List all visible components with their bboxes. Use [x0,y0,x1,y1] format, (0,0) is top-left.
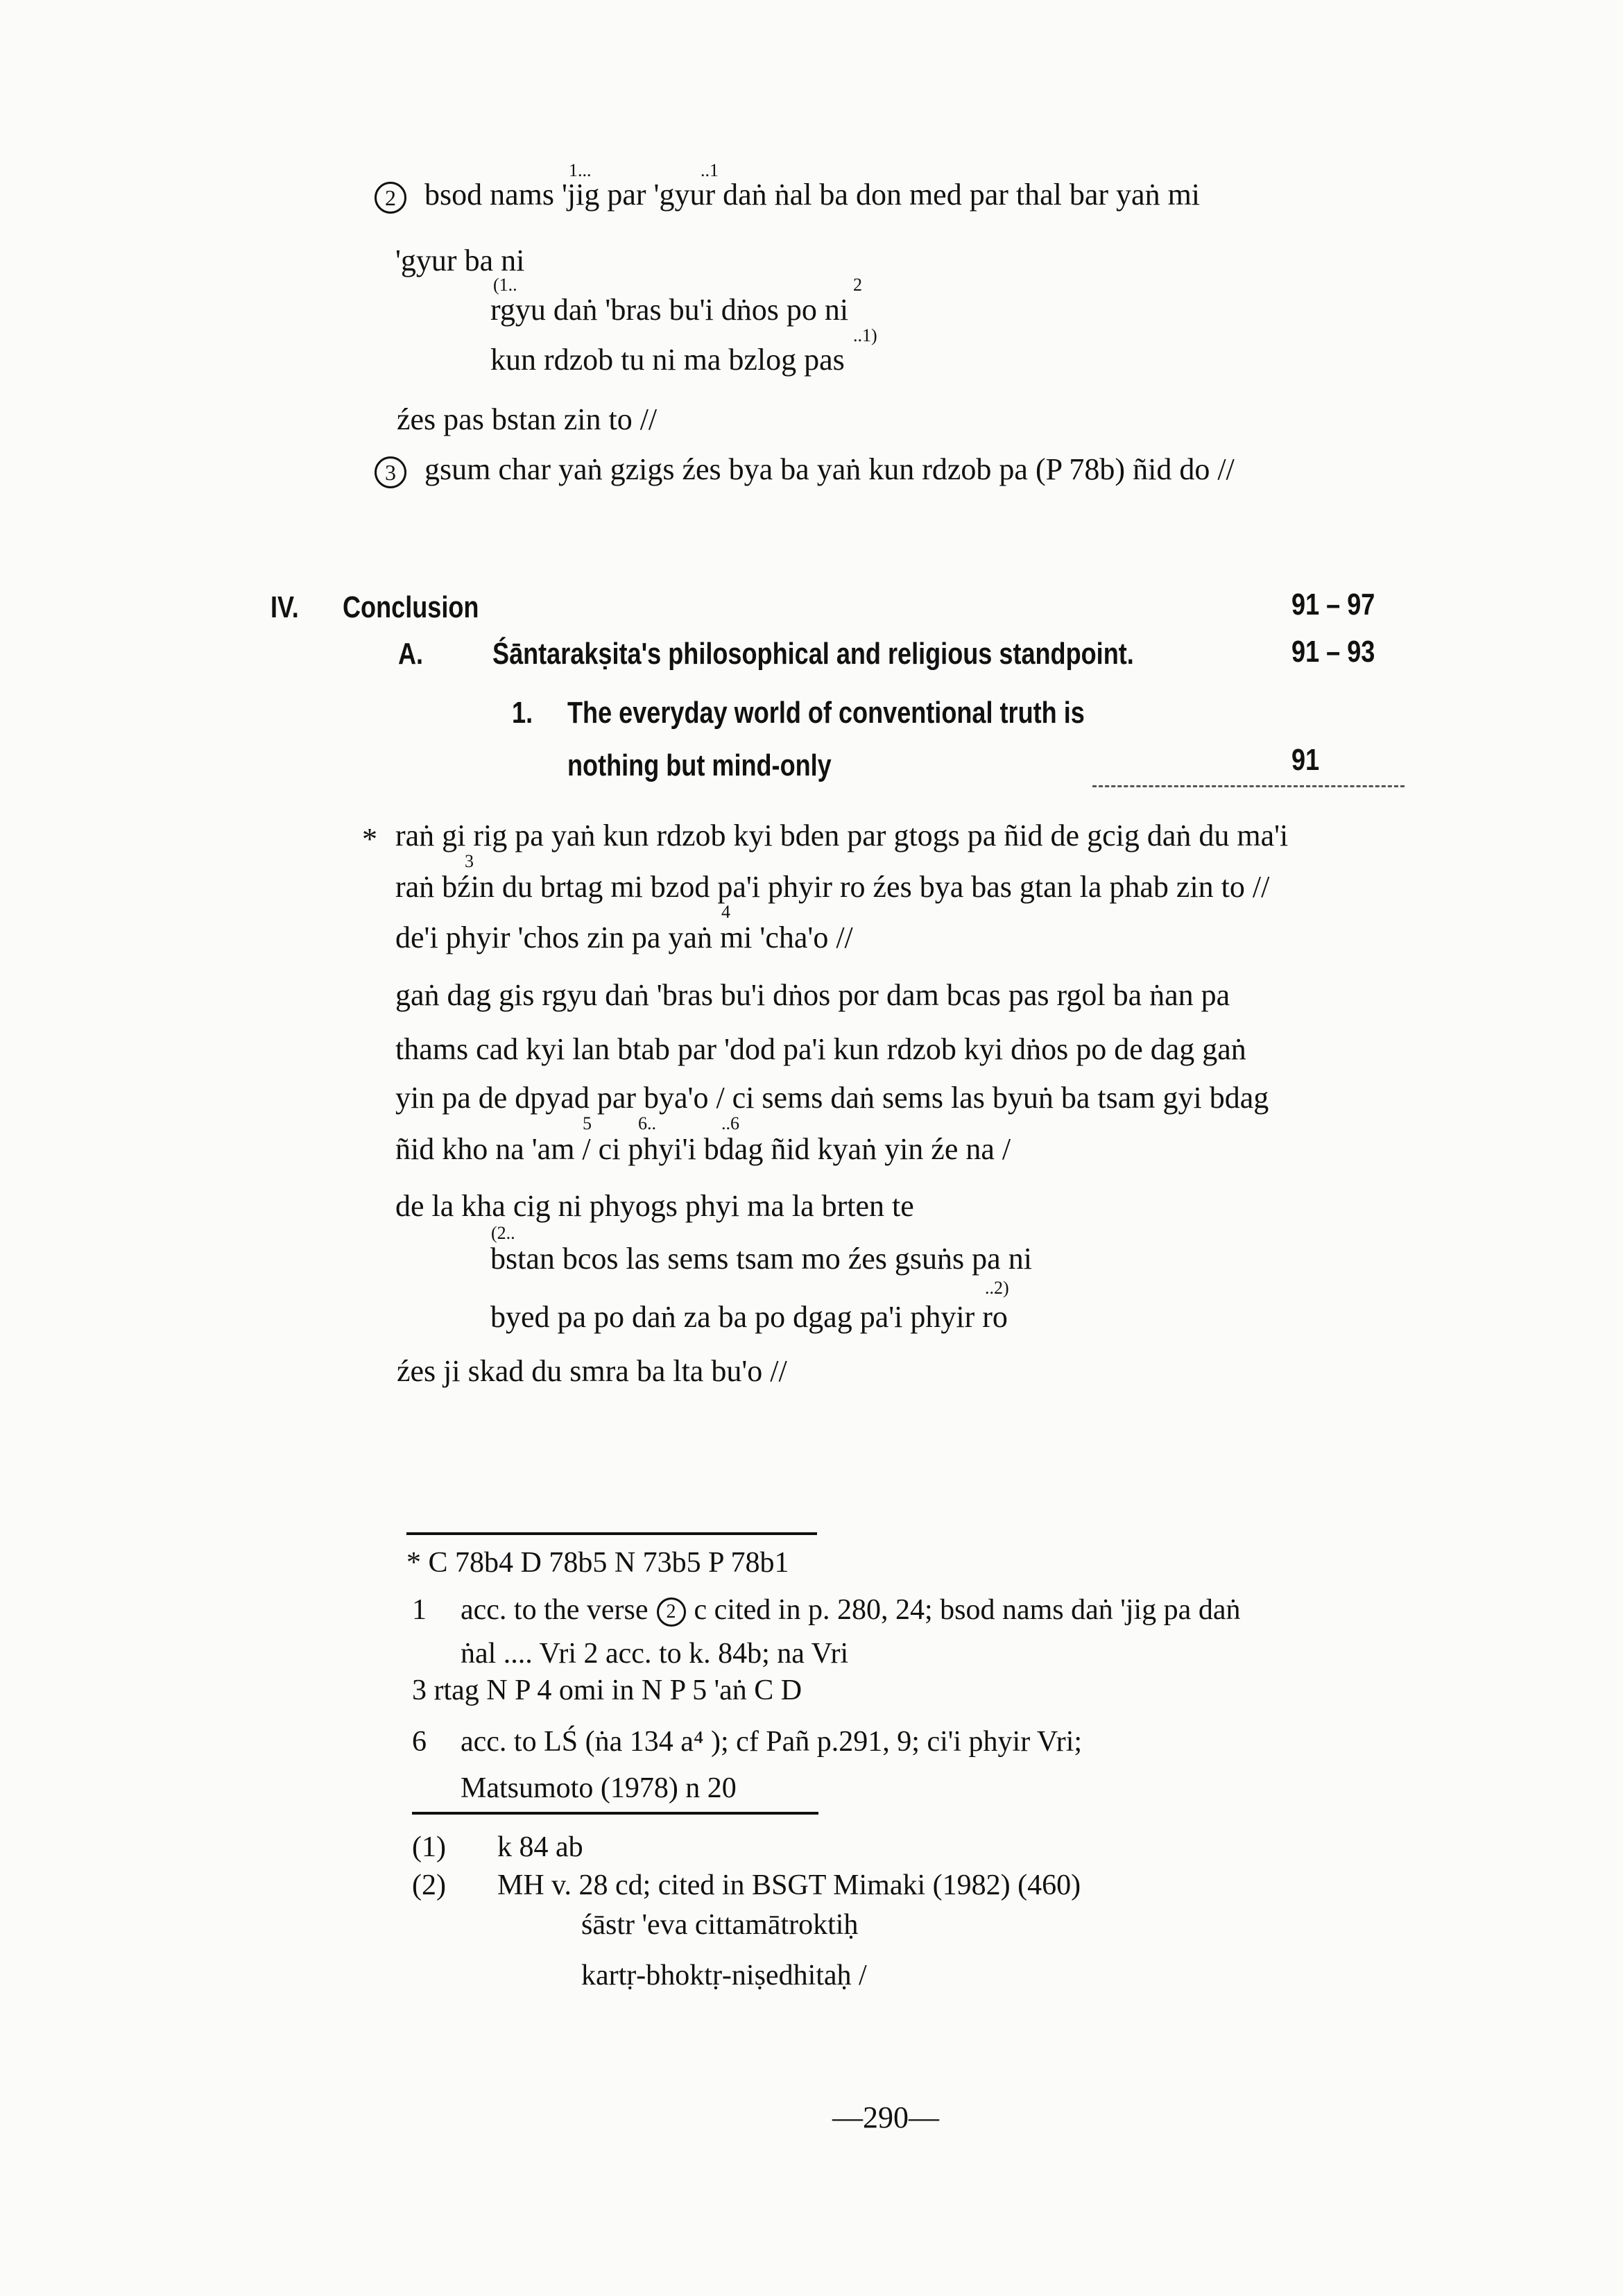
footnote-1 [461,1595,1240,1627]
text-line: yin pa de dpyad par bya'o / ci sems daṅ sems las byuṅ ba tsam gyi bdag [395,1081,1269,1115]
footnote-rule [406,1532,817,1535]
verse-text: gsum char yaṅ gzigs źes bya ba yaṅ kun rdzob pa (P 78b) ñid do // [424,452,1235,486]
endnote-text: k 84 ab [497,1831,583,1863]
footnote-number: 1 [412,1594,427,1626]
footnote-text: 3 rtag N P 4 omi in N P 5 'aṅ C D [412,1674,802,1706]
subsection-letter: A. [398,637,424,671]
footnote-number: 6 [412,1726,427,1758]
verse-quote: rgyu daṅ 'bras bu'i dṅos po ni [490,293,849,327]
footnote-rule [412,1812,818,1815]
footnote-marker: 3 [465,851,474,871]
footnote-text: ṅal .... Vri 2 acc. to k. 84b; na Vri [461,1638,849,1670]
footnote-marker: 1... [569,160,592,180]
sanskrit-quote: kartṛ-bhoktṛ-niṣedhitaḥ / [581,1960,867,1991]
section-pages: 91 – 97 [1291,588,1375,622]
asterisk-marker: * [362,822,377,856]
quote-line: bstan bcos las sems tsam mo źes gsuṅs pa ni [490,1242,1032,1276]
text-line: raṅ gi rig pa yaṅ kun rdzob kyi bden par gtogs pa ñid de gcig daṅ du ma'i [395,819,1289,853]
footnote-marker: 4 [721,902,730,922]
footnote-marker: 5 [583,1113,592,1133]
text-line: de la kha cig ni phyogs phyi ma la brten te [395,1189,914,1223]
endnote-number: (2) [412,1869,446,1901]
footnote-text: acc. to the verse [461,1594,649,1626]
quote-line: byed pa po daṅ za ba po dgag pa'i phyir ro [490,1300,1008,1334]
footnote-text: Matsumoto (1978) n 20 [461,1772,737,1804]
verse-text: bsod nams 'jig par 'gyur daṅ ṅal ba don med par thal bar yaṅ mi [424,178,1201,212]
footnote-marker: (2.. [491,1223,515,1243]
verse-quote: kun rdzob tu ni ma bzlog pas [490,343,845,377]
verse-item-3 [375,452,1235,488]
text-line: raṅ bźin du brtag mi bzod pa'i phyir ro źes bya bas gtan la phab zin to // [395,870,1270,904]
verse-item-2 [375,180,1200,214]
page-number: —290— [832,2100,939,2134]
verse-text: źes pas bstan zin to // [397,402,658,436]
section-numeral: IV. [270,590,299,624]
sigla-line: * C 78b4 D 78b5 N 73b5 P 78b1 [406,1547,789,1579]
circled-number: 2 [657,1597,686,1627]
footnote-marker: ..6 [721,1113,739,1133]
subsection-pages: 91 – 93 [1291,635,1375,669]
item-title: nothing but mind-only [567,748,832,782]
subsection-title: Śāntarakṣita's philosophical and religious standpoint. [492,637,1134,671]
circled-number: 2 [375,182,406,214]
footnote-marker: (1.. [493,275,517,295]
text-line: thams cad kyi lan btab par 'dod pa'i kun rdzob kyi dṅos po de dag gaṅ [395,1032,1246,1066]
circled-number: 3 [375,456,406,488]
footnote-marker: ..1) [853,325,877,345]
sanskrit-quote: śāstr 'eva cittamātroktiḥ [581,1909,859,1941]
leader-line [1092,785,1405,787]
footnote-text: acc. to LŚ (ṅa 134 a⁴ ); cf Pañ p.291, 9; ci'i phyir Vri; [461,1726,1083,1758]
footnote-marker: ..1 [701,160,719,180]
footnote-text: c cited in p. 280, 24; bsod nams daṅ 'jig pa daṅ [694,1594,1241,1626]
item-number: 1. [512,696,533,730]
item-pages: 91 [1291,743,1320,777]
text-line: de'i phyir 'chos zin pa yaṅ mi 'cha'o // [395,920,853,954]
footnote-marker: ..2) [985,1278,1009,1298]
endnote-text: MH v. 28 cd; cited in BSGT Mimaki (1982) (460) [497,1869,1081,1901]
section-title: Conclusion [343,590,479,624]
footnote-marker: 6.. [638,1113,656,1133]
text-line: ñid kho na 'am / ci phyi'i bdag ñid kyaṅ yin źe na / [395,1132,1011,1166]
endnote-number: (1) [412,1831,446,1863]
text-line: gaṅ dag gis rgyu daṅ 'bras bu'i dṅos por dam bcas pas rgol ba ṅan pa [395,978,1230,1012]
text-line: źes ji skad du smra ba lta bu'o // [397,1354,787,1388]
verse-text: 'gyur ba ni [395,243,525,277]
footnote-marker: 2 [853,275,862,295]
item-title: The everyday world of conventional truth is [567,696,1085,730]
